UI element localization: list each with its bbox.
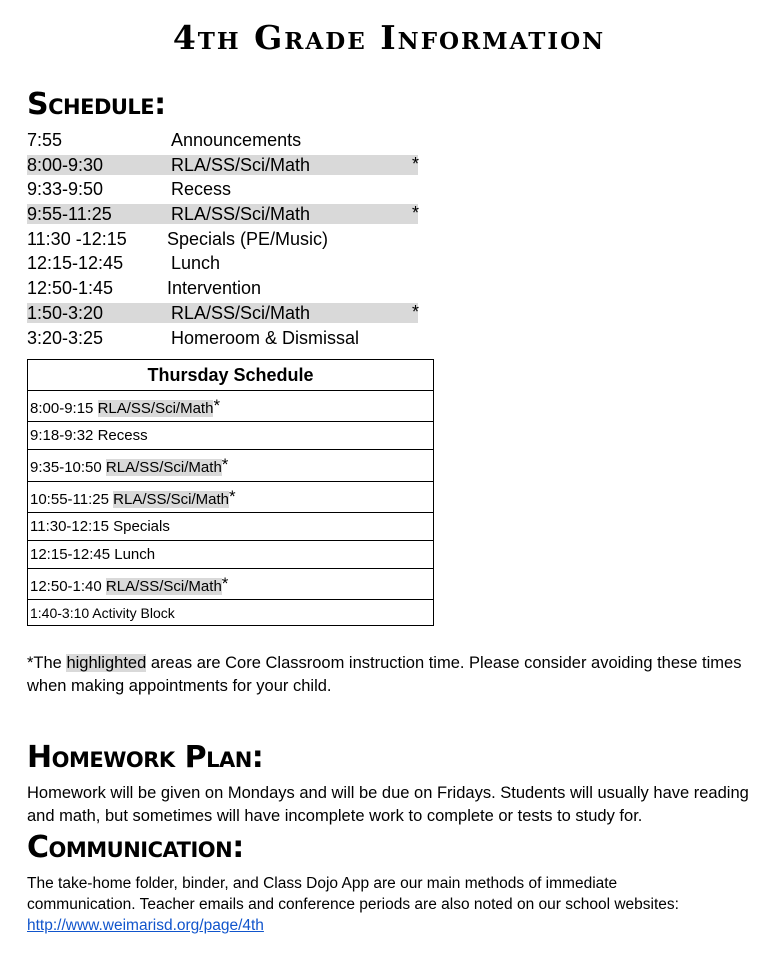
table-row [28, 422, 434, 450]
table-row [28, 482, 434, 513]
thursday-activity: Lunch [114, 546, 156, 563]
schedule-heading: Schedule: [27, 87, 166, 122]
table-cell [28, 569, 434, 600]
table-cell [28, 450, 434, 482]
schedule-row [27, 128, 419, 153]
thursday-activity: Recess [97, 427, 148, 444]
table-row [28, 569, 434, 600]
thursday-activity: RLA/SS/Sci/Math [97, 399, 214, 417]
homework-heading: Homework Plan: [27, 740, 264, 775]
table-cell [28, 482, 434, 513]
thursday-time: 12:15-12:45 [30, 546, 111, 563]
thursday-activity: Specials [113, 518, 170, 535]
thursday-activity: RLA/SS/Sci/Math [113, 490, 230, 508]
core-time-asterisk: * [229, 486, 236, 506]
thursday-time: 10:55-11:25 [30, 490, 109, 508]
schedule-activity: Homeroom & Dismissal [171, 327, 360, 348]
thursday-activity: RLA/SS/Sci/Math [105, 577, 222, 595]
core-time-asterisk: * [221, 455, 229, 474]
table-cell [28, 391, 434, 422]
thursday-time: 1:40-3:10 [30, 604, 90, 621]
schedule-time: 7:55 [27, 130, 63, 150]
schedule-activity: Lunch [171, 253, 221, 274]
table-row [28, 600, 434, 626]
core-time-asterisk: * [221, 573, 229, 593]
table-row [28, 450, 434, 482]
schedule-row [27, 227, 419, 252]
note-prefix: *The [27, 654, 67, 672]
thursday-schedule-table [27, 359, 434, 626]
table-cell [28, 513, 434, 541]
communication-paragraph [27, 873, 727, 936]
schedule-activity: Recess [171, 179, 232, 200]
thursday-time: 9:18-9:32 [30, 427, 94, 444]
thursday-schedule-header: Thursday Schedule [28, 360, 434, 391]
communication-heading: Communication: [27, 830, 244, 865]
thursday-time: 12:50-1:40 [30, 577, 102, 595]
schedule-row-core [27, 301, 419, 326]
schedule-row [27, 251, 419, 276]
table-row [28, 391, 434, 422]
schedule-activity: Specials (PE/Music) [167, 228, 329, 249]
schedule-time: 11:30 -12:15 [27, 228, 127, 249]
note-highlighted-word: highlighted [66, 654, 147, 672]
homework-text: Homework will be given on Mondays and will be due on Fridays. Students will usually have reading and math, but sometimes will have incomplete work to complete or tests to study for. [27, 784, 749, 825]
table-row [28, 541, 434, 569]
core-time-asterisk: * [412, 301, 420, 322]
schedule-time: 9:33-9:50 [27, 179, 104, 200]
schedule-time: 12:15-12:45 [27, 253, 124, 274]
schedule-row [27, 177, 419, 202]
schedule-activity: Intervention [167, 278, 262, 299]
schedule-time: 8:00-9:30 [27, 154, 104, 175]
schedule-row [27, 326, 419, 351]
schedule-row-core [27, 153, 419, 178]
schedule-row [27, 276, 419, 301]
schedule-activity: RLA/SS/Sci/Math [171, 204, 311, 225]
communication-text: The take-home folder, binder, and Class Dojo App are our main methods of immediate communication. Teacher emails and conference periods are also noted on our school websites: [27, 875, 679, 913]
schedule-activity: Announcements [171, 130, 302, 150]
school-website-link[interactable]: http://www.weimarisd.org/page/4th [27, 917, 264, 934]
page-title: 4th Grade Information [172, 18, 606, 57]
core-time-asterisk: * [213, 395, 221, 415]
schedule-row-core [27, 202, 419, 227]
core-time-asterisk: * [412, 153, 420, 174]
thursday-activity: Activity Block [92, 604, 175, 621]
schedule-time: 9:55-11:25 [27, 204, 112, 225]
schedule-time: 3:20-3:25 [27, 327, 104, 348]
table-cell [28, 541, 434, 569]
table-cell [28, 422, 434, 450]
schedule-activity: RLA/SS/Sci/Math [171, 302, 311, 323]
schedule-activity: RLA/SS/Sci/Math [171, 154, 311, 175]
schedule-time: 12:50-1:45 [27, 278, 114, 299]
note-suffix: areas are Core Classroom instruction time. Please consider avoiding these times when making appointments for your child. [27, 654, 742, 695]
table-cell [28, 600, 434, 626]
thursday-time: 9:35-10:50 [30, 459, 102, 476]
schedule-time: 1:50-3:20 [27, 302, 104, 323]
core-time-note [27, 652, 757, 698]
thursday-time: 8:00-9:15 [30, 399, 94, 417]
daily-schedule-list [27, 128, 419, 350]
thursday-time: 11:30-12:15 [30, 518, 109, 535]
table-row [28, 513, 434, 541]
thursday-activity: RLA/SS/Sci/Math [105, 459, 222, 476]
core-time-asterisk: * [412, 203, 420, 224]
